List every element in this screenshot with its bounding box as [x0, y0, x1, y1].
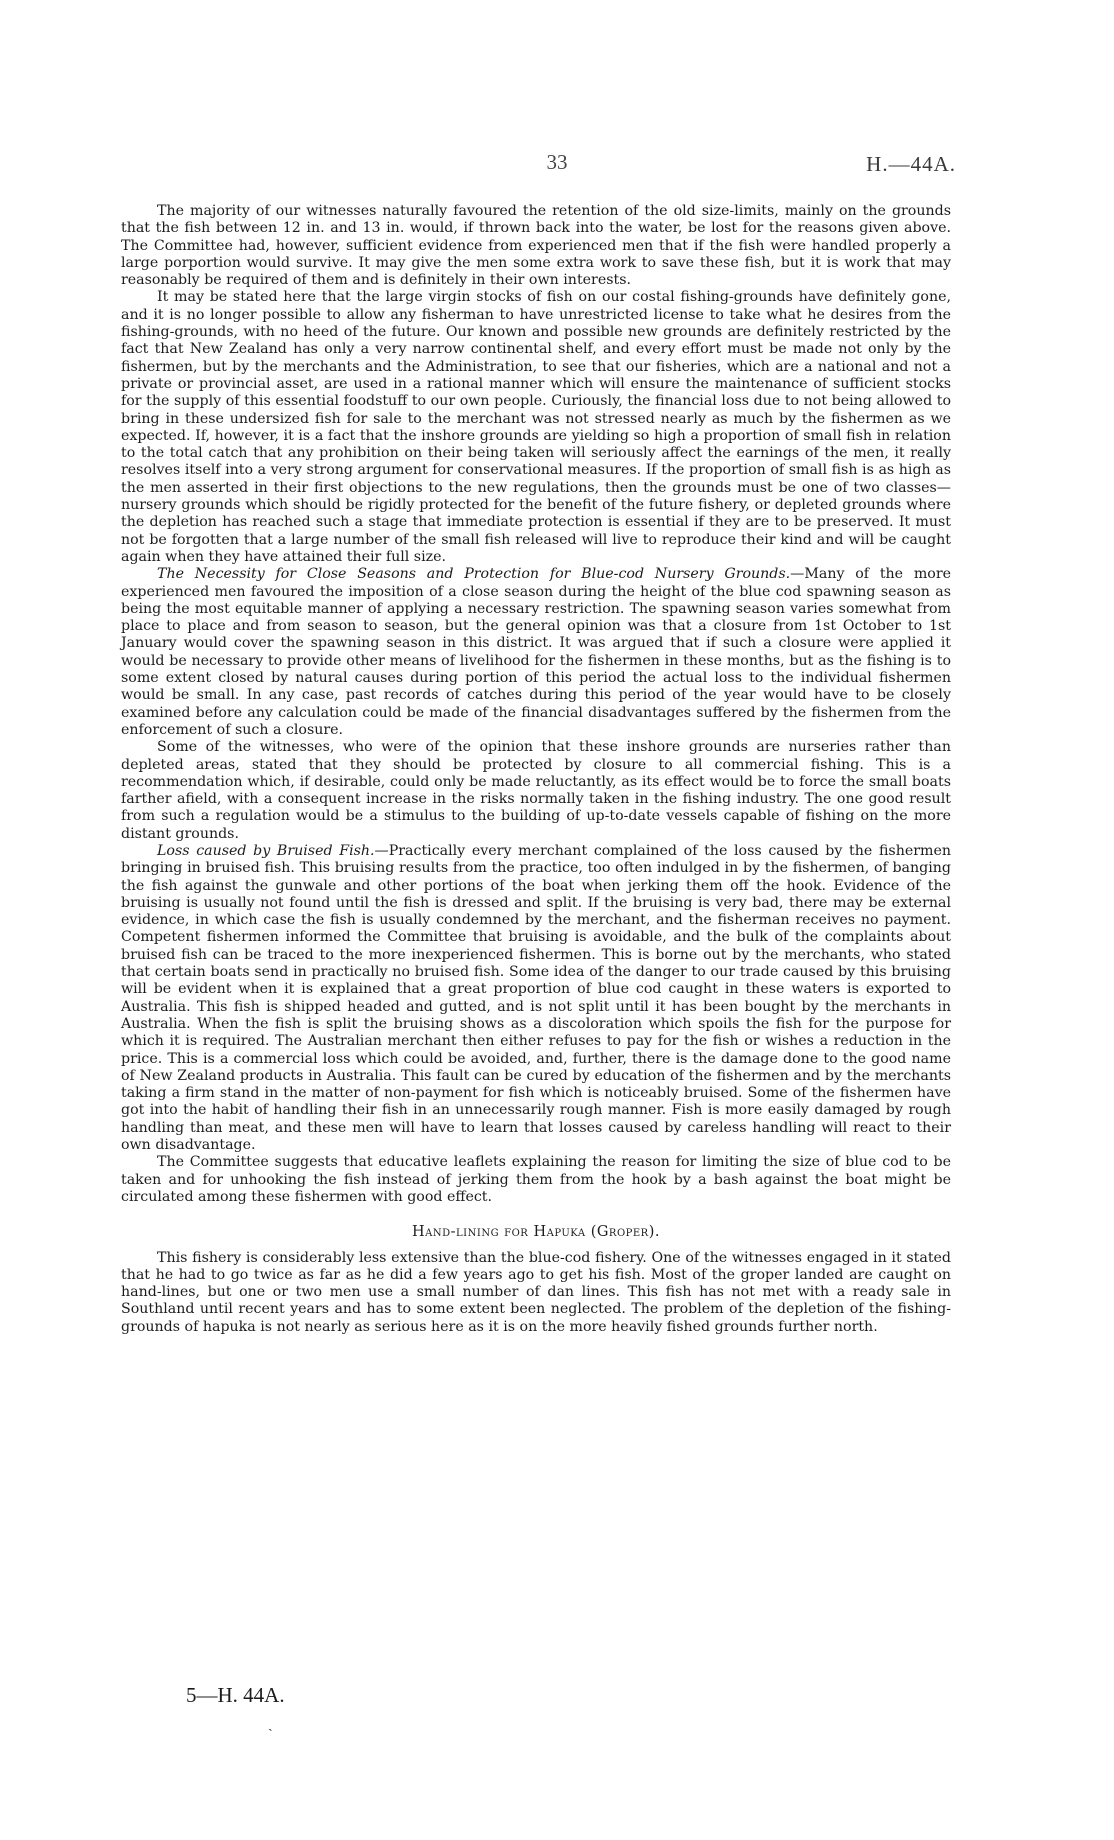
paragraph-heading: The Necessity for Close Seasons and Protection for Blue-cod Nursery Grounds.: [157, 566, 791, 583]
footer-code: 5—H. 44A.: [186, 1683, 285, 1707]
paragraph-heading: Loss caused by Bruised Fish.: [157, 842, 375, 859]
paragraph-text: The Committee suggests that educative leaflets explaining the reason for limiting the size of blue cod to be taken and for unhooking the fish instead of jerking them from the hook by a bash against the boat might be circulated among these fishermen with good effect.: [121, 1154, 951, 1205]
paragraph-close-seasons: [121, 566, 951, 739]
paragraph-text: —Practically every merchant complained of the loss caused by the fishermen bringing in bruised fish. This bruising results from the practice, too often indulged in by the fishermen, of banging the fish against the gunwale and other portions of the boat when jerking them off the hook. Evidence of the bruising is usually not found until the fish is dressed and split. If the bruising is very bad, there may be external evidence, in which case the fish is usually condemned by the merchant, and the fisherman receives no payment. Competent fishermen informed the Committee that bruising is avoidable, and the bulk of the complaints about bruised fish can be traced to the more inexperienced fishermen. This is borne out by the merchants, who stated that certain boats send in practically no bruised fish. Some idea of the danger to our trade caused by this bruising will be evident when it is explained that a great proportion of blue cod caught in these waters is exported to Australia. This fish is shipped headed and gutted, and is not split until it has been bought by the merchants in Australia. When the fish is split the bruising shows as a discoloration which spoils the fish for the purpose for which it is required. The Australian merchant then either refuses to pay for the fish or wishes a reduction in the price. This is a commercial loss which could be avoided, and, further, there is the damage done to the good name of New Zealand products in Australia. This fault can be cured by education of the fishermen and by the merchants taking a firm stand in the matter of non-payment for fish which is noticeably bruised. Some of the fishermen have got into the habit of handling their fish in an unnecessarily rough manner. Fish is more easily damaged by rough handling than meat, and these men will have to learn that losses caused by careless handling will react to their own disadvantage.: [121, 842, 951, 1154]
section-heading: Hand-lining for Hapuka (Groper).: [412, 1224, 660, 1241]
paragraph-4: [121, 739, 951, 843]
stray-mark: ˎ: [268, 1717, 273, 1732]
section-paragraph: This fishery is considerably less extensive than the blue-cod fishery. One of the witnesses engaged in it stated that he had to go twice as far as he did a few years ago to get his fish. Most of the groper landed are caught on hand-lines, but one or two men use a small number of dan lines. This fish has not met with a ready sale in Southland until recent years and has to some extent been neglected. The problem of the depletion of the fishing-grounds of hapuka is not nearly as serious here as it is on the more heavily fished grounds further north.: [121, 1249, 951, 1335]
paragraph-2: [121, 289, 951, 566]
paragraph-text: The majority of our witnesses naturally favoured the retention of the old size-limits, mainly on the grounds that the fish between 12 in. and 13 in. would, if thrown back into the water, be lost for the reasons given above. The Committee had, however, sufficient evidence from experienced men that if the fish were handled properly a large porportion would survive. It may give the men some extra work to save these fish, but it is work that may reasonably be required of them and is definitely in their own interests.: [121, 203, 951, 289]
paragraph-1: [121, 203, 951, 289]
paragraph-bruised-fish: [121, 843, 951, 1154]
paragraph-text: —Many of the more experienced men favoured the imposition of a close season during the height of the blue cod spawning season as being the most equitable manner of applying a necessary restriction. The spawning season varies somewhat from place to place and from season to season, but the general opinion was that a closure from 1st October to 1st January would cover the spawning season in this district. It was argued that if such a closure were applied it would be necessary to provide other means of livelihood for the fishermen in these months, but as the fishing is to some extent closed by natural causes during portion of this period the actual loss to the individual fishermen would be small. In any case, past records of catches during this period of the year would have to be closely examined before any calculation could be made of the financial disadvantages suffered by the fishermen from the enforcement of such a closure.: [121, 566, 951, 738]
paragraph-6: [121, 1154, 951, 1206]
page-number: 33: [546, 150, 568, 174]
document-code: H.—44A.: [866, 152, 956, 176]
paragraph-text: It may be stated here that the large virgin stocks of fish on our costal fishing-grounds have definitely gone, and it is no longer possible to allow any fisherman to have unrestricted license to take what he desires from the fishing-grounds, with no heed of the future. Our known and possible new grounds are definitely restricted by the fact that New Zealand has only a very narrow continental shelf, and every effort must be made not only by the fishermen, but by the merchants and the Administration, to see that our fisheries, which are a national and not a private or provincial asset, are used in a rational manner which will ensure the maintenance of sufficient stocks for the supply of this essential foodstuff to our own people. Curiously, the financial loss due to not being allowed to bring in these undersized fish for sale to the merchant was not stressed nearly as much by the fishermen as we expected. If, however, it is a fact that the inshore grounds are yielding so high a proportion of small fish in relation to the total catch that any prohibition on their being taken will seriously affect the earnings of the men, it really resolves itself into a very strong argument for conservational measures. If the proportion of small fish is as high as the men asserted in their first objections to the new regulations, then the grounds must be one of two classes—nursery grounds which should be rigidly protected for the benefit of the future fishery, or depleted grounds where the depletion has reached such a stage that immediate protection is essential if they are to be preserved. It must not be forgotten that a large number of the small fish released will live to reproduce their kind and will be caught again when they have attained their full size.: [121, 289, 951, 565]
body-text: [121, 203, 951, 1336]
paragraph-text: Some of the witnesses, who were of the opinion that these inshore grounds are nurseries rather than depleted areas, stated that they should be protected by closure to all commercial fishing. This is a recommendation which, if desirable, could only be made reluctantly, as its effect would be to force the small boats farther afield, with a consequent increase in the risks normally taken in the fishing industry. The one good result from such a regulation would be a stimulus to the building of up-to-date vessels capable of fishing on the more distant grounds.: [121, 739, 951, 842]
